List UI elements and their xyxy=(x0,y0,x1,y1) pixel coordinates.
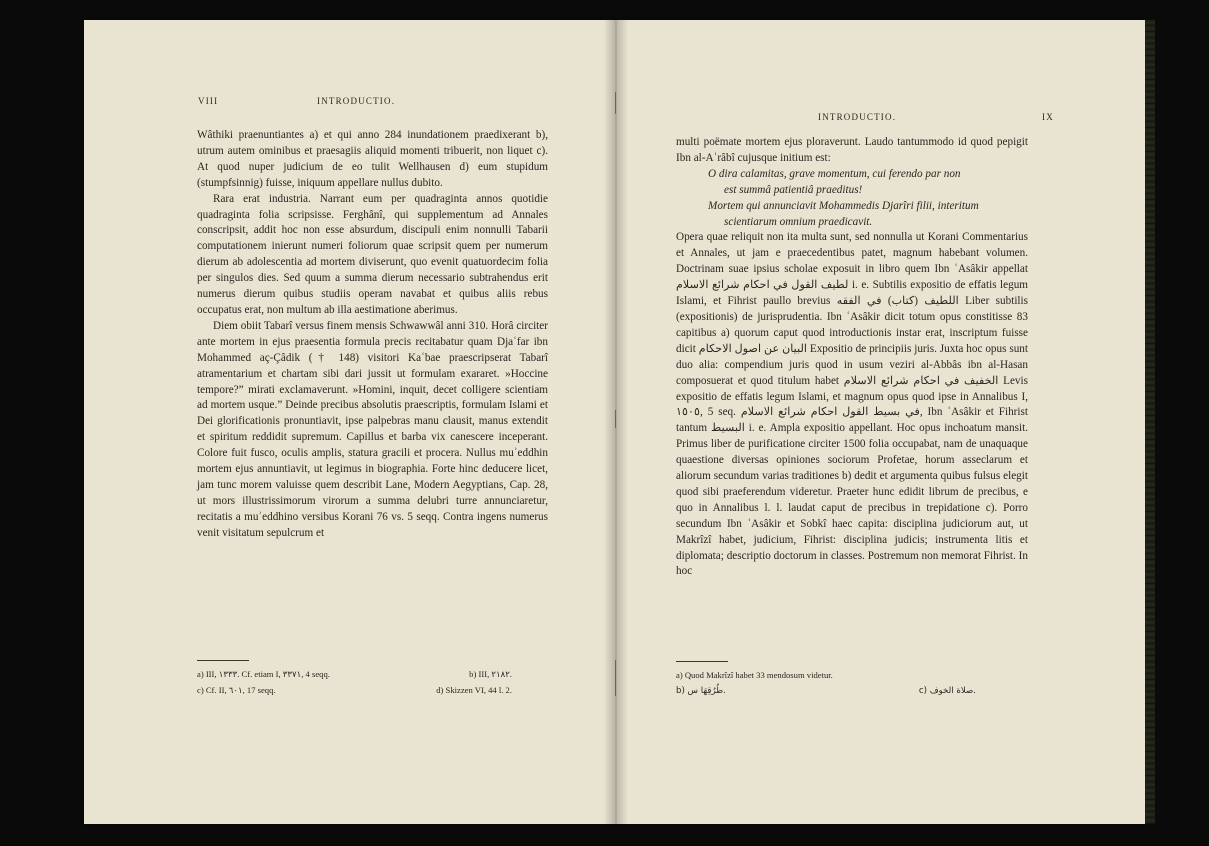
verse-line: O dira calamitas, grave momentum, cui ferendo par non xyxy=(708,167,961,180)
footnote: c) Cf. II, ٦٠١, 17 seqq. xyxy=(197,685,276,695)
footnote-line xyxy=(676,667,976,683)
running-title: INTRODUCTIO. xyxy=(818,112,897,122)
binding-thread xyxy=(615,92,616,114)
footnote-line xyxy=(676,683,976,699)
footnote: b) III, ٢١٨٢. xyxy=(469,669,512,679)
footnote: d) Skizzen VI, 44 l. 2. xyxy=(436,685,512,695)
book-edge xyxy=(1145,20,1155,824)
verse-line: est summâ patientiâ praeditus! xyxy=(724,183,863,196)
paragraph: Diem obiit Tabarî versus finem mensis Schwawwâl anni 310. Horâ circiter ante mortem in ejus praesentia formula precis recitabatur quam Djaʿfar ibn Mohammed aç-Çâdik († 148) visitori Kaʿbae praescripserat Tabarî atramentarium et chartam sibi dari jussit ut formulam exararet. »Hoccine tempore?” mirati exclamaverunt. »Homini, inquit, decet colligere scientiam ad mortem usque.” Deinde precibus absolutis praescriptis, formulam Islami et Dei glorificationis pronuntiavit, ipse palpebras manu clausit, manus extendit et spiritum reddidit supremum. Capillus et barba vix canescere inceperant. Colore fuit fusco, oculis amplis, statura gracili et procera. Nullus muʾeddhin mortem ejus annuntiavit, ut legimus in biographia. Forte hinc deducere licet, jam tunc morem valuisse quem describit Lane, Modern Aegyptians, Cap. 28, ut mors illustrissimorum virorum a summa delubri turre annunciaretur, recitatis a muʾeddhino versibus Korani 76 vs. 5 seqq. Contra ingens numerus venit visitatum sepulcrum et xyxy=(197,319,548,539)
open-book xyxy=(84,20,1145,824)
left-page xyxy=(84,20,604,824)
verse xyxy=(676,199,1028,231)
verse-line: scientiarum omnium praedicavit. xyxy=(724,215,873,228)
footnote: b) طُرُقِهَا س. xyxy=(676,686,726,696)
footnote: c) صلاة الخوف. xyxy=(918,686,976,696)
book-gutter xyxy=(604,20,628,824)
binding-thread xyxy=(615,660,616,696)
footnote-line xyxy=(197,666,512,682)
page-number: IX xyxy=(1042,112,1054,122)
binding-thread xyxy=(615,410,616,428)
paragraph: Wâthiki praenuntiantes a) et qui anno 284 inundationem praedixerant b), utrum autem ominibus et praesagiis aliquid momenti tribuerit, non liquet c). At quod nuper judicium de eo tulit Wellhausen d) eum stupidum (stumpfsinnig) fuisse, iniquum appellare nullus dubito. xyxy=(197,129,548,189)
footnote: a) Quod Makrîzî habet 33 mendosum videtur. xyxy=(676,670,833,680)
footnote-rule xyxy=(197,660,249,661)
paragraph: multi poëmate mortem ejus ploraverunt. Laudo tantummodo id quod pepigit Ibn al-Aʿrâbî cujusque initium est: xyxy=(676,136,1028,164)
right-page xyxy=(628,20,1145,824)
right-body xyxy=(676,135,1028,580)
running-title: INTRODUCTIO. xyxy=(317,96,396,106)
left-body xyxy=(197,128,548,542)
verse-line: Mortem qui annunciavit Mohammedis Djarîri filii, interitum xyxy=(708,199,979,212)
footnote-rule xyxy=(676,661,728,662)
footnote-line xyxy=(197,682,512,698)
verse xyxy=(676,167,1028,199)
footnote: a) III, ١٣٣٣. Cf. etiam I, ٣٣٧١, 4 seqq. xyxy=(197,669,330,679)
page-number: VIII xyxy=(198,96,219,106)
paragraph: Opera quae reliquit non ita multa sunt, sed nonnulla ut Korani Commentarius et Annales, ut jam e praecedentibus patet, magnum habebant volumen. Doctrinam suae ipsius scholae exposuit in libro quem Ibn ʿAsâkir appellat لطيف القول في احكام شرائع الاسلام i. e. Subtilis expositio de effatis legum Islami, et Fihrist paullo brevius اللطيف (كتاب) في الفقه Liber subtilis (expositionis) de jurisprudentia. Ibn ʿAsâkir dicit totum opus constitisse 83 capitibus a) quorum caput quod introductionis instar erat, inscriptum fuisse dicit البيان عن اصول الاحكام Expositio de principiis juris. Juxta hoc opus sunt duo alia: compendium juris quod in usum veziri al-Abbâs ibn al-Hasan composuerat et quod titulum habet الخفيف في احكام شرائع الاسلام Levis expositio de effatis legum Islami, et magnum opus quod ipse in Annalibus I, ١٥٠٥, 5 seq. في بسيط القول احكام شرائع الاسلام, Ibn ʿAsâkir et Fihrist tantum البسيط i. e. Ampla expositio appellant. Hoc opus inchoatum mansit. Primus liber de purificatione circiter 1500 folia occupabat, nam de unaquaque quaestione diversas opiniones sociorum Profetae, horum asseclarum et aliorum secundum varias traditiones b) dedit et argumenta quibus fulsus elegit quod sibi praeferendum videretur. Praeter hunc edidit librum de precibus, e quo in Annalibus l. l. laudat caput de precibus in trepidatione c). Porro secundum Ibn ʿAsâkir et Sobkî haec capita: disciplina judiciorum aut, ut Makrîzî habet, judicium, Fihrist: disciplina judicis; instrumenta litis et diplomata; descriptio doctorum in classes. Postremum non memorat Fihrist. In hoc xyxy=(676,231,1028,578)
paragraph: Rara erat industria. Narrant eum per quadraginta annos quotidie quadraginta folia scripsisse. Ferghânî, qui supplementum ad Annales conscripsit, addit hoc non esse absurdum, discipuli enim nonnulli Tabarii computationem inierunt numeri foliorum quae scripsit quem per numerum dierum ab adolescentia ad mortem diviserunt, quo evenit quatuordecim folia per singulos dies. Sed quum a summa dierum necessario subtrahendus erit numerus dierum quibus studiis operam navabat et quibus aliis rebus occupatus erat, non multum ab illa aestimatione aberimus. xyxy=(197,192,548,316)
left-footnotes xyxy=(197,666,512,698)
right-footnotes xyxy=(676,667,976,699)
